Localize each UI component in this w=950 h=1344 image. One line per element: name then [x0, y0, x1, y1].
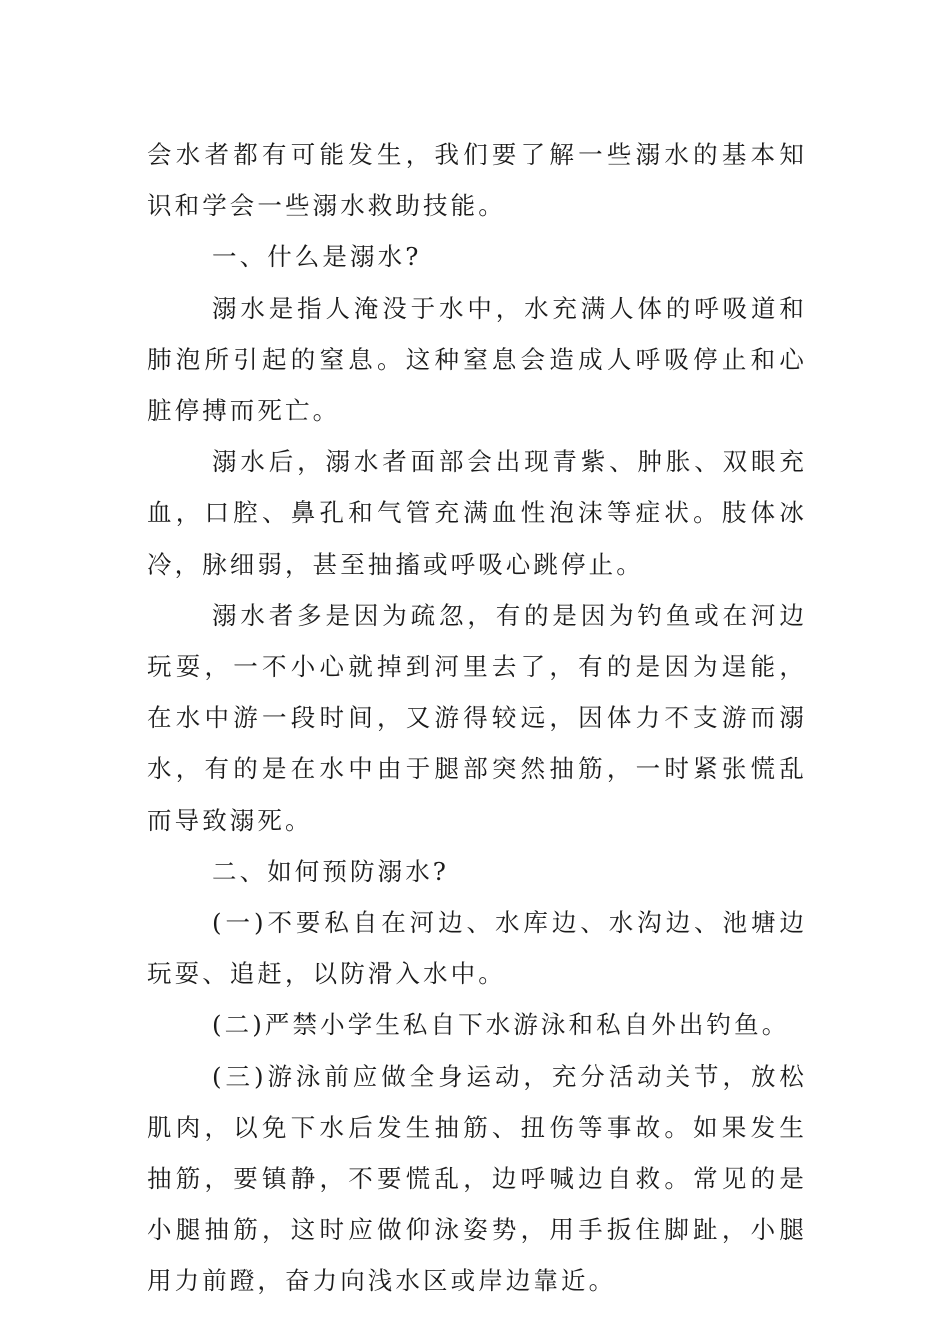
paragraph-drowning-causes: 溺水者多是因为疏忽，有的是因为钓鱼或在河边玩耍，一不小心就掉到河里去了，有的是因为逞能，在水中游一段时间，又游得较远，因体力不支游而溺水，有的是在水中由于腿部突然抽筋，一时紧张慌乱而导致溺死。	[147, 600, 807, 835]
paragraph-drowning-definition: 溺水是指人淹没于水中，水充满人体的呼吸道和肺泡所引起的窒息。这种窒息会造成人呼吸停止和心脏停搏而死亡。	[147, 293, 807, 426]
paragraph-continued: 会水者都有可能发生，我们要了解一些溺水的基本知识和学会一些溺水救助技能。	[147, 140, 807, 221]
section-heading-what-is-drowning: 一、什么是溺水?	[212, 242, 422, 272]
document-body	[147, 129, 807, 1307]
paragraph-prevention-item-1: (一)不要私自在河边、水库边、水沟边、池塘边玩耍、追赶，以防滑入水中。	[147, 908, 807, 989]
section-heading-prevention: 二、如何预防溺水?	[212, 856, 450, 886]
paragraph-drowning-symptoms: 溺水后，溺水者面部会出现青紫、肿胀、双眼充血，口腔、鼻孔和气管充满血性泡沫等症状。肢体冰冷，脉细弱，甚至抽搐或呼吸心跳停止。	[147, 447, 807, 579]
paragraph-prevention-item-3: (三)游泳前应做全身运动，充分活动关节，放松肌肉，以免下水后发生抽筋、扭伤等事故。如果发生抽筋，要镇静，不要慌乱，边呼喊边自救。常见的是小腿抽筋，这时应做仰泳姿势，用手扳住脚趾，小腿用力前蹬，奋力向浅水区或岸边靠近。	[147, 1061, 807, 1296]
paragraph-prevention-item-2: (二)严禁小学生私自下水游泳和私自外出钓鱼。	[212, 1010, 790, 1040]
